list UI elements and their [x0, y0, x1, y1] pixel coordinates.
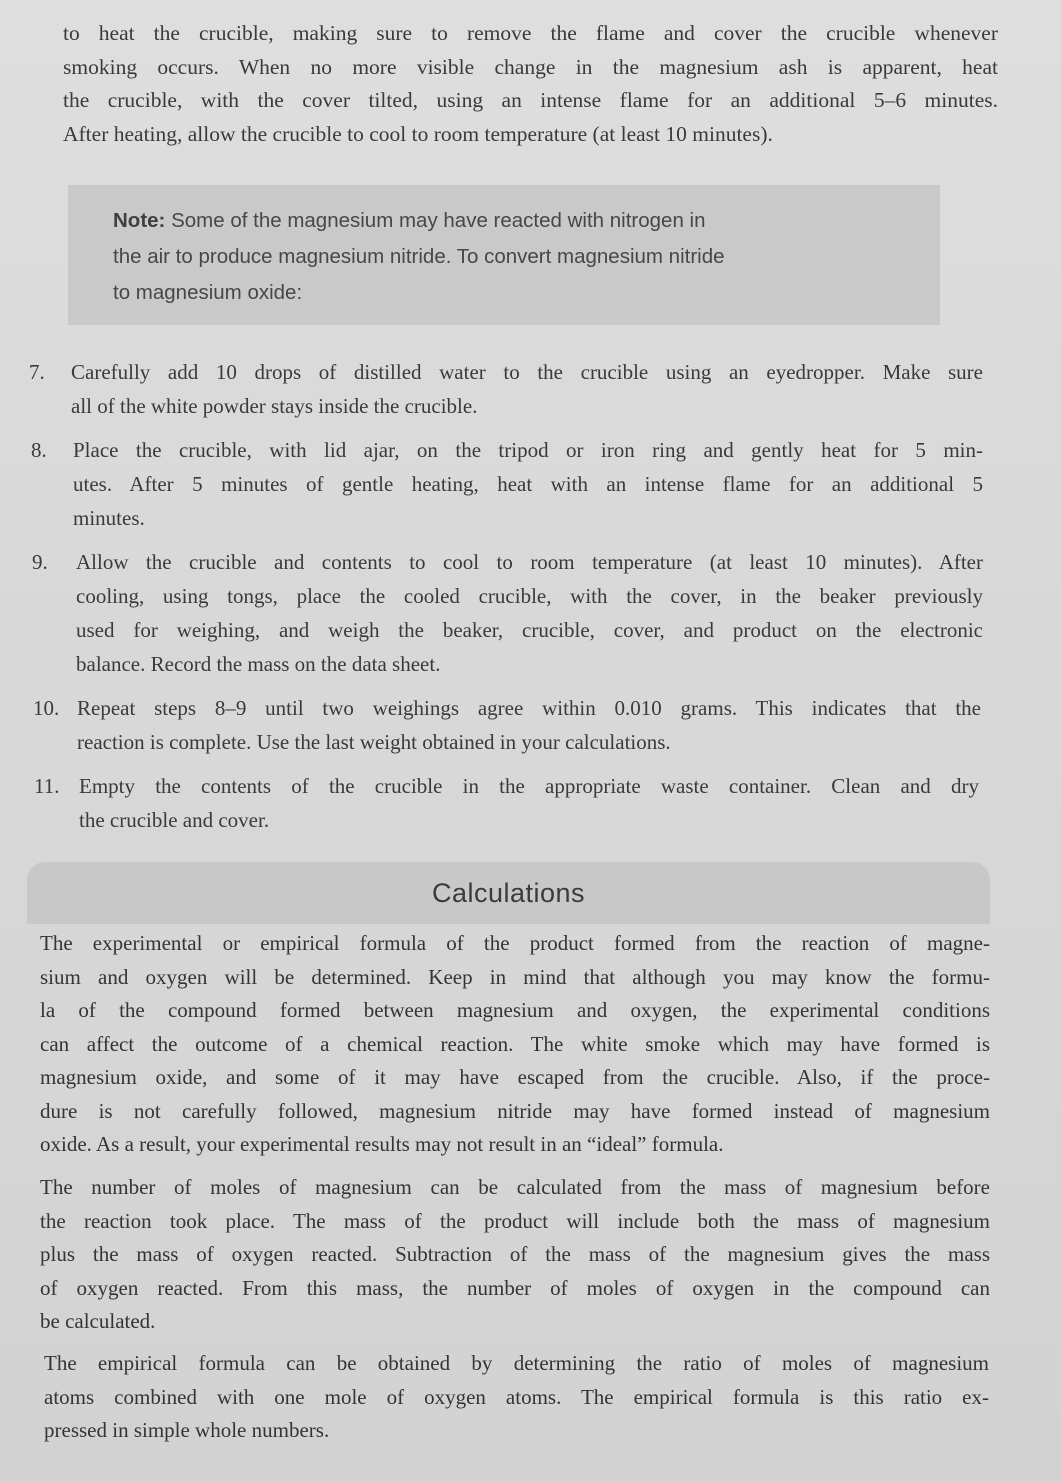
text-line: Repeat steps 8–9 until two weighings agree within 0.010 grams. This indicates that the: [77, 696, 981, 720]
step-number: 9.: [32, 550, 48, 574]
text-line: the reaction took place. The mass of the product will include both the mass of magnesium: [40, 1208, 990, 1233]
text-line: smoking occurs. When no more visible change in the magnesium ash is apparent, heat: [63, 54, 998, 79]
step-number: 11.: [34, 774, 60, 798]
text-line: Some of the magnesium may have reacted with nitrogen in: [165, 209, 706, 232]
note-text: [113, 203, 913, 311]
text-line: Allow the crucible and contents to cool to room temperature (at least 10 minutes). After: [76, 550, 983, 574]
text-line: the crucible, with the cover tilted, using an intense flame for an additional 5–6 minutes.: [63, 88, 998, 112]
text-line: After heating, allow the crucible to cool to room temperature (at least 10 minutes).: [63, 121, 773, 146]
text-line: sium and oxygen will be determined. Keep in mind that although you may know the formu-: [40, 964, 990, 989]
text-line: plus the mass of oxygen reacted. Subtraction of the mass of the magnesium gives the mass: [40, 1242, 990, 1266]
text-line: Carefully add 10 drops of distilled water to the crucible using an eyedropper. Make sure: [71, 360, 983, 384]
text-line: can affect the outcome of a chemical reaction. The white smoke which may have formed is: [40, 1031, 990, 1056]
text-line: The experimental or empirical formula of the product formed from the reaction of magne-: [40, 931, 990, 955]
text-line: the crucible and cover.: [79, 808, 270, 832]
text-line: pressed in simple whole numbers.: [44, 1418, 330, 1442]
text-line: dure is not carefully followed, magnesium nitride may have formed instead of magnesium: [40, 1098, 990, 1123]
step-number: 8.: [31, 438, 47, 462]
text-line: utes. After 5 minutes of gentle heating, heat with an intense flame for an additional 5: [73, 472, 983, 496]
text-line: to heat the crucible, making sure to remove the flame and cover the crucible whenever: [63, 21, 998, 45]
text-line: cooling, using tongs, place the cooled crucible, with the cover, in the beaker previously: [76, 584, 983, 608]
text-line: oxide. As a result, your experimental results may not result in an “ideal” formula.: [40, 1132, 724, 1156]
calculations-paragraph-3: [44, 1347, 989, 1448]
text-line: reaction is complete. Use the last weight obtained in your calculations.: [77, 730, 671, 754]
text-line: The empirical formula can be obtained by determining the ratio of moles of magnesium: [44, 1351, 989, 1375]
note-label: Note:: [113, 209, 166, 232]
calculations-heading: Calculations: [431, 878, 586, 908]
text-line: balance. Record the mass on the data sheet.: [76, 652, 441, 676]
text-line: be calculated.: [40, 1309, 156, 1333]
text-line: magnesium oxide, and some of it may have escaped from the crucible. Also, if the proce-: [40, 1065, 990, 1089]
step-number: 7.: [29, 360, 45, 384]
text-line: The number of moles of magnesium can be calculated from the mass of magnesium before: [40, 1175, 990, 1199]
text-line: used for weighing, and weigh the beaker, crucible, cover, and product on the electronic: [76, 618, 983, 642]
text-line: atoms combined with one mole of oxygen atoms. The empirical formula is this ratio ex-: [44, 1384, 989, 1409]
intro-paragraph: [63, 17, 998, 151]
calculations-paragraph-2: [40, 1171, 990, 1339]
calculations-paragraph-1: [40, 927, 990, 1162]
text-line: of oxygen reacted. From this mass, the number of moles of oxygen in the compound can: [40, 1275, 990, 1300]
step-number: 10.: [33, 696, 60, 720]
text-line: the air to produce magnesium nitride. To convert magnesium nitride: [113, 245, 725, 268]
text-line: Empty the contents of the crucible in the appropriate waste container. Clean and dry: [79, 774, 979, 798]
text-line: la of the compound formed between magnesium and oxygen, the experimental conditions: [40, 998, 990, 1022]
text-line: all of the white powder stays inside the crucible.: [71, 394, 478, 418]
text-line: minutes.: [73, 506, 145, 530]
text-line: to magnesium oxide:: [113, 281, 303, 304]
text-line: Place the crucible, with lid ajar, on the tripod or iron ring and gently heat for 5 min-: [73, 438, 983, 462]
